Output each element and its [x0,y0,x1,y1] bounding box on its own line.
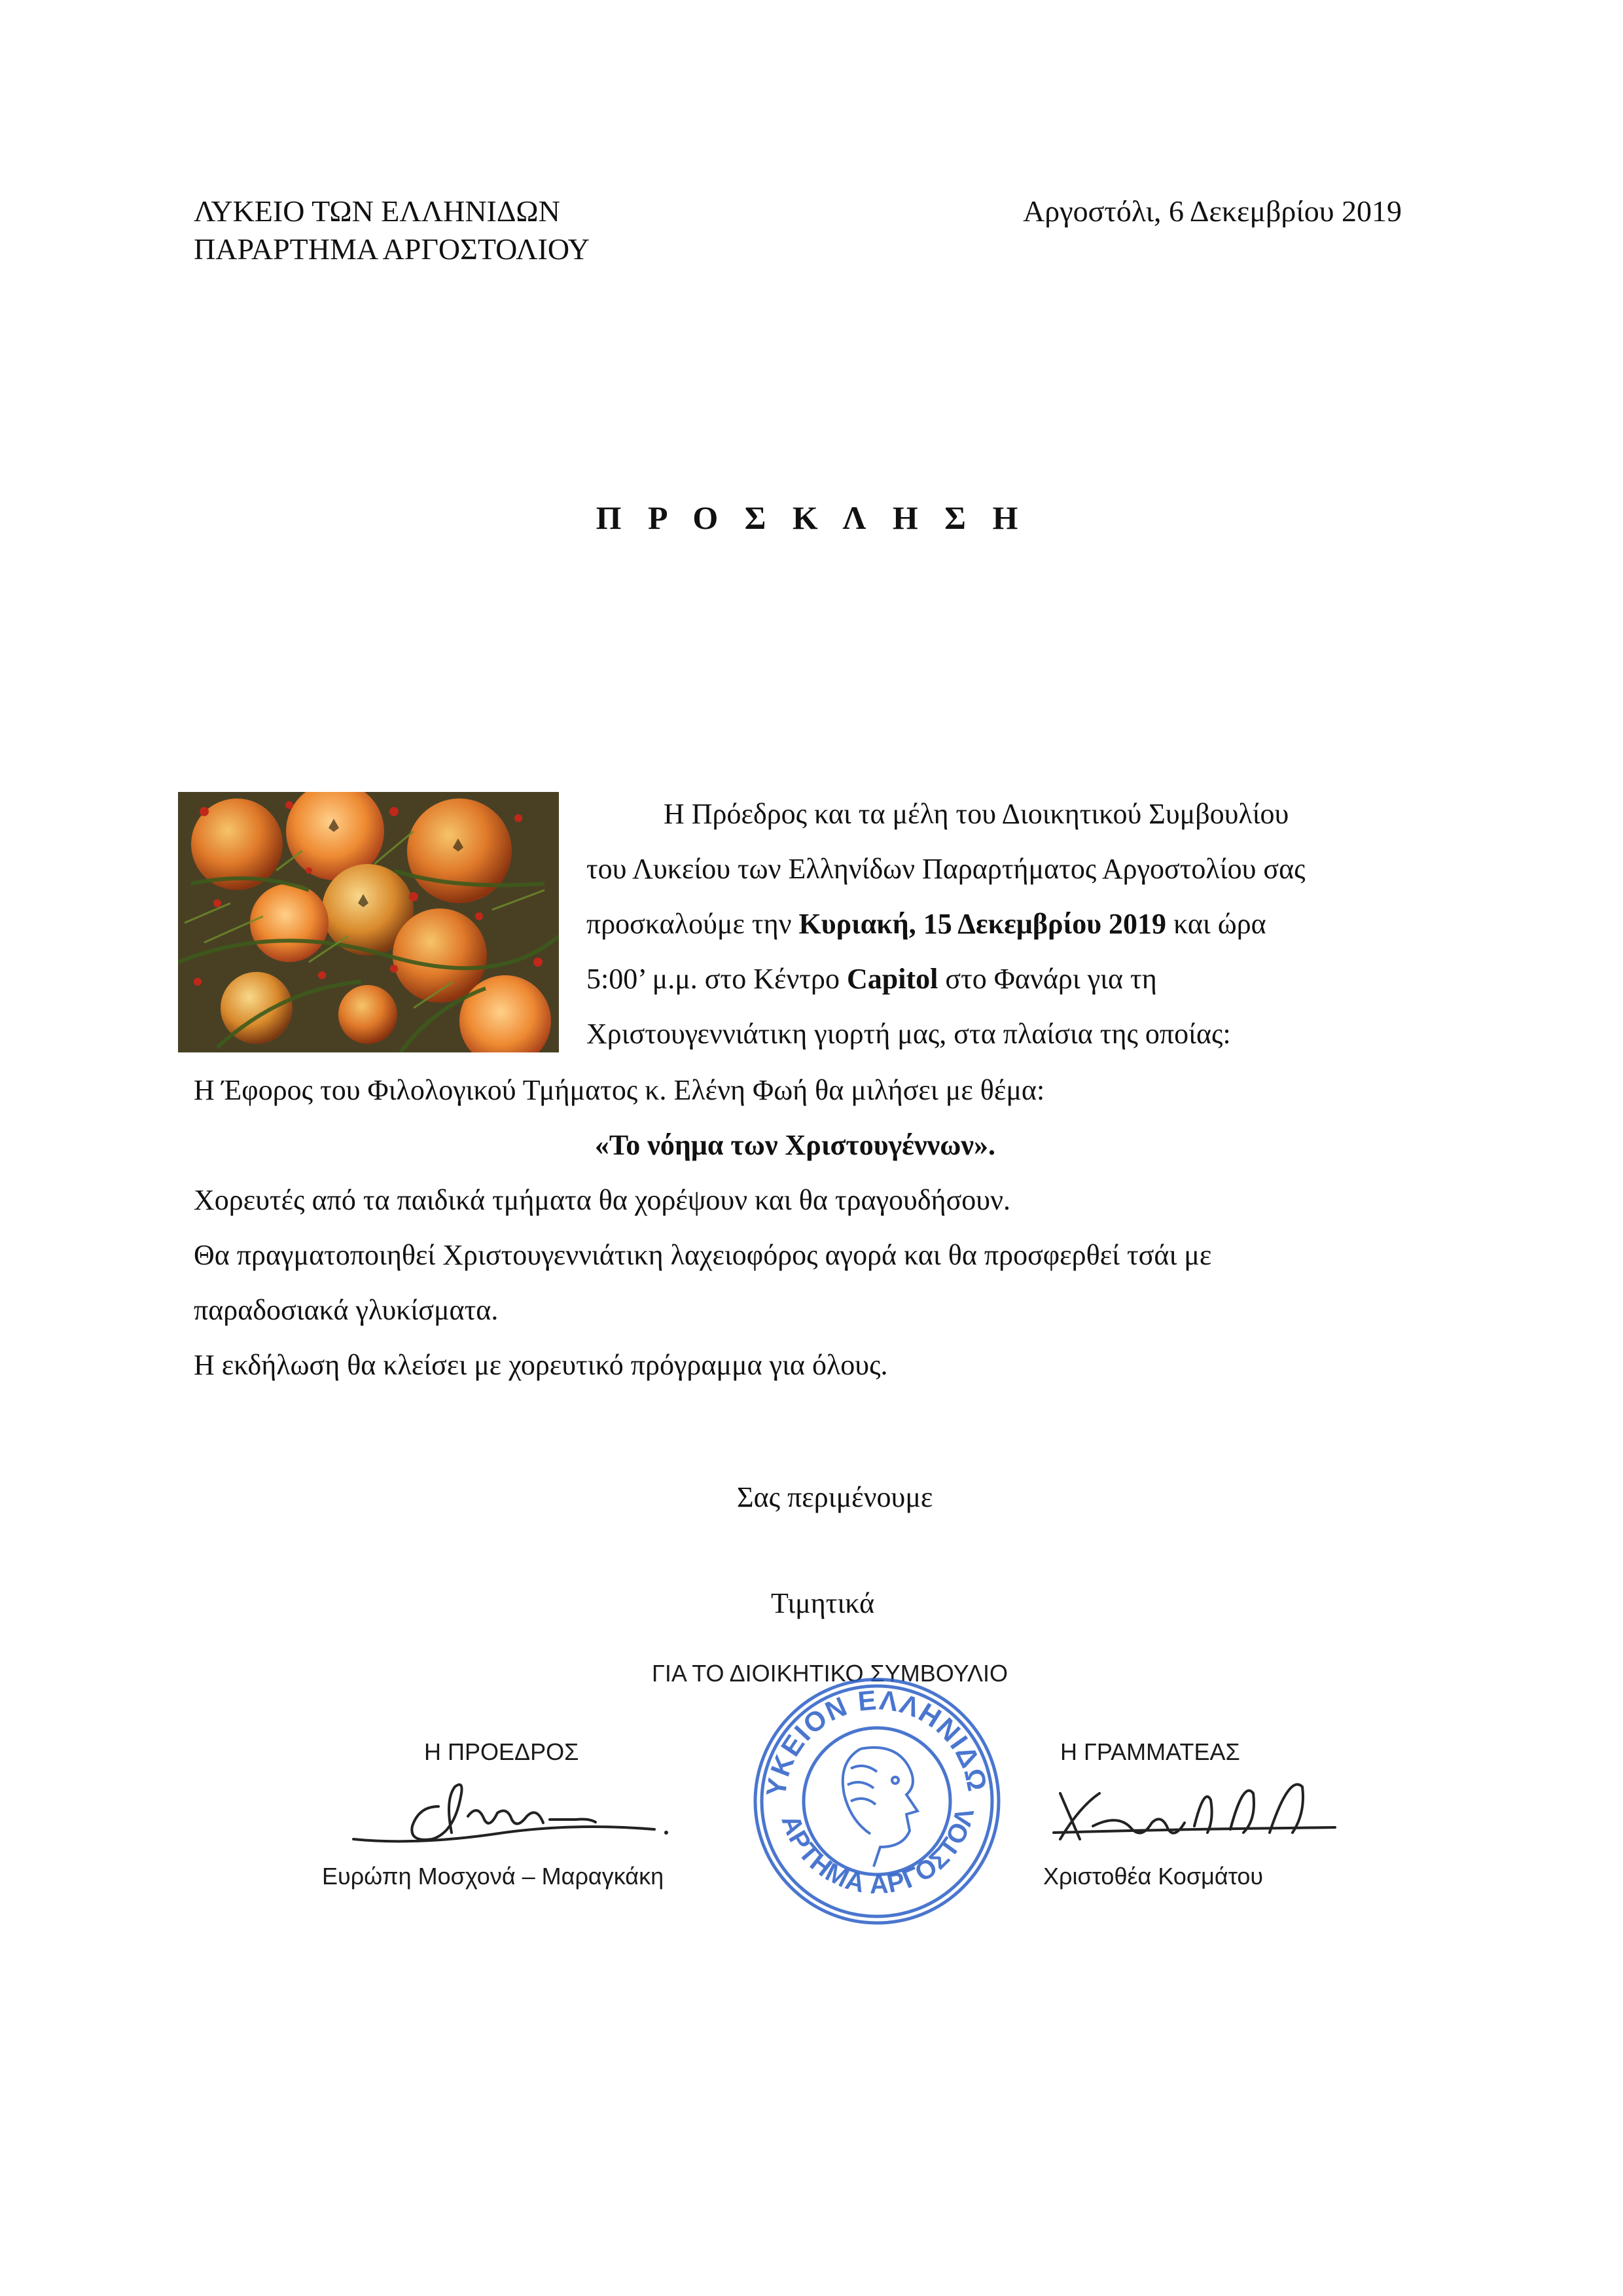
invitation-line: Η Πρόεδρος και τα μέλη του Διοικητικού Συμβουλίου [664,798,1289,830]
secretary-role: Η ΓΡΑΜΜΑΤΕΑΣ [1060,1738,1240,1765]
svg-text:ΛΥΚΕΙΟΝ ΕΛΛΗΝΙΔΩΝ [746,1670,993,1799]
branch-name: ΠΑΡΑΡΤΗΜΑ ΑΡΓΟΣΤΟΛΙΟΥ [194,232,590,266]
president-name: Ευρώπη Μοσχονά – Μαραγκάκη [322,1863,664,1890]
invitation-line-date [586,907,1266,941]
invitation-line: Η Έφορος του Φιλολογικού Τμήματος κ. Ελένη Φωή θα μιλήσει με θέμα: [194,1074,1045,1106]
event-date: Κυριακή, 15 Δεκεμβρίου 2019 [798,908,1167,940]
invitation-line: Θα πραγματοποιηθεί Χριστουγεννιάτικη λαχειοφόρος αγορά και θα προσφερθεί τσάι με [194,1239,1212,1271]
invitation-line: Η εκδήλωση θα κλείσει με χορευτικό πρόγραμμα για όλους. [194,1349,888,1381]
invitation-line-venue [586,962,1157,996]
organization-name: ΛΥΚΕΙΟ ΤΩΝ ΕΛΛΗΝΙΔΩΝ [194,194,560,228]
document-title: Π Ρ Ο Σ Κ Λ Η Σ Η [596,499,1027,536]
invitation-text: προσκαλούμε την [586,908,799,940]
president-signature [340,1767,681,1862]
invitation-text: στο Φανάρι για τη [938,963,1157,995]
secretary-signature [1034,1767,1348,1862]
organization-seal [746,1670,1008,1935]
closing-regards: Τιμητικά [771,1587,875,1619]
speech-topic: «Το νόημα των Χριστουγέννων». [594,1129,996,1161]
place-date: Αργοστόλι, 6 Δεκεμβρίου 2019 [1023,194,1402,228]
board-label: ΓΙΑ ΤΟ ΔΙΟΙΚΗΤΙΚΟ ΣΥΜΒΟΥΛΙΟ [652,1660,1008,1687]
invitation-line: του Λυκείου των Ελληνίδων Παραρτήματος Αργοστολίου σας [586,853,1306,885]
invitation-text: 5:00’ μ.μ. στο Κέντρο [586,963,847,995]
pomegranates-photo [178,792,559,1052]
secretary-name: Χριστοθέα Κοσμάτου [1043,1863,1264,1890]
invitation-line: Χορευτές από τα παιδικά τμήματα θα χορέψουν και θα τραγουδήσουν. [194,1184,1010,1216]
organization-header [194,192,590,268]
event-venue: Capitol [846,963,938,995]
seal-bottom-text: ΑΡΤΗΜΑ ΑΡΓΟΣΤΟΛ [776,1804,980,1899]
invitation-text: και ώρα [1166,908,1266,940]
invitation-line: Χριστουγεννιάτικη γιορτή μας, στα πλαίσια της οποίας: [586,1018,1231,1050]
president-role: Η ΠΡΟΕΔΡΟΣ [424,1738,579,1765]
seal-top-text: ΥΚΕΙΟΝ ΕΛΛΗΝΙΔΩ [760,1684,993,1799]
invitation-line: παραδοσιακά γλυκίσματα. [194,1294,499,1326]
closing-expect: Σας περιμένουμε [737,1481,933,1513]
